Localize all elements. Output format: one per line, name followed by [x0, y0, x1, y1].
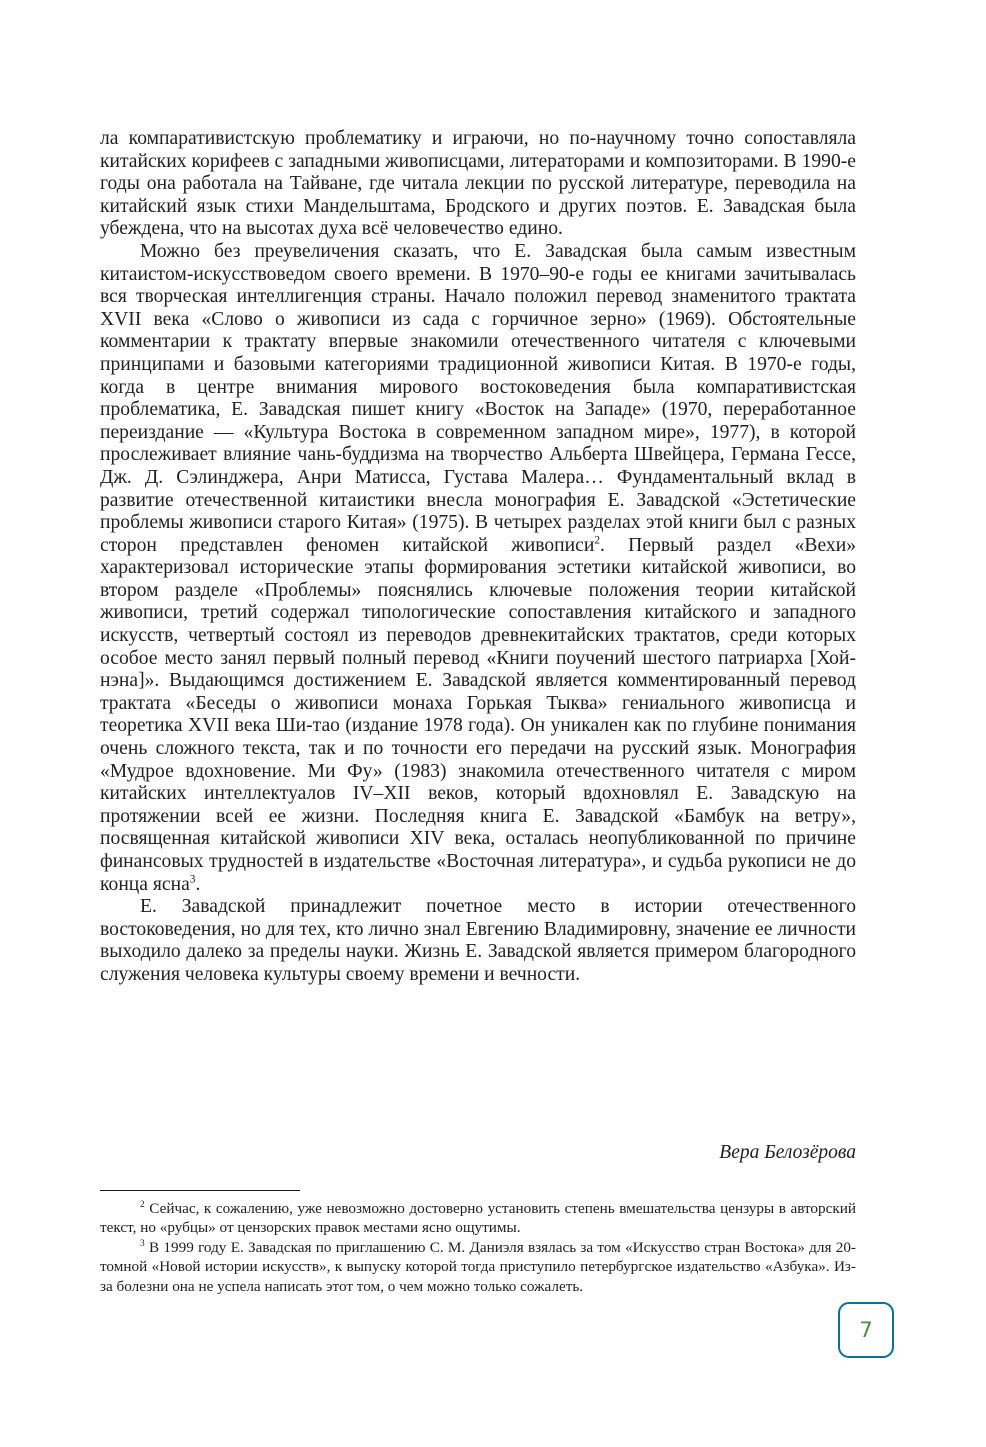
paragraph-2-text-b: . Первый раздел «Вехи» характеризовал исторические этапы формирования эстетики китайской живописи, во втором разделе «Проблемы» пояснялись ключевые положения теории китайской живописи, третий содержал типологические сопоставления китайского и западного искусств, четвертый состоял из переводов древнекитайских трактатов, среди которых особое место занял первый полный перевод «Книги поучений шестого патриарха [Хой-нэна]». Выдающимся достижением Е. Завадской является комментированный перевод трактата «Беседы о живописи монаха Горькая Тыква» гениального живописца и теоретика XVII века Ши-тао (издание 1978 года). Он уникален как по глубине понимания очень сложного текста, так и по точности его передачи на русский язык. Монография «Мудрое вдохновение. Ми Фу» (1983) знакомила отечественного читателя с миром китайских интеллектуалов IV–XII веков, который вдохновлял Е. Завадскую на протяжении всей ее жизни. Последняя книга Е. Завадской «Бамбук на ветру», посвященная китайской живописи XIV века, осталась неопубликованной по причине финансовых трудностей в издательстве «Восточная литература», и судьба рукописи не до конца ясна	[100, 534, 856, 895]
paragraph-3-text: Е. Завадской принадлежит почетное место в истории отечественного востоковедения, но для тех, кто лично знал Евгению Владимировну, значение ее личности выходило далеко за пределы науки. Жизнь Е. Завадской является примером благородного служения человека культуры своему времени и вечности.	[100, 896, 856, 985]
page-number-badge	[838, 1302, 894, 1358]
paragraph-2-text-a: Можно без преувеличения сказать, что Е. Завадская была самым известным китаистом-искусствоведом своего времени. В 1970–90-е годы ее книгами зачитывалась вся творческая интеллигенция страны. Начало положил перевод знаменитого трактата XVII века «Слово о живописи из сада с горчичное зерно» (1969). Обстоятельные комментарии к трактату впервые знакомили отечественного читателя с ключевыми принципами и базовыми категориями традиционной живописи Китая. В 1970-е годы, когда в центре внимания мирового востоковедения была компаративистская проблематика, Е. Завадская пишет книгу «Восток на Западе» (1970, переработанное переиздание — «Культура Востока в современном западном мире», 1977), в которой прослеживает влияние чань-буддизма на творчество Альберта Швейцера, Германа Гессе, Дж. Д. Сэлинджера, Анри Матисса, Густава Малера… Фундаментальный вклад в развитие отечественной китаистики внесла монография Е. Завадской «Эстетические проблемы живописи старого Китая» (1975). В четырех разделах этой книги был с разных сторон представлен феномен китайской живописи	[100, 240, 856, 556]
footnote-3	[100, 1238, 856, 1296]
paragraph-1	[100, 128, 856, 241]
page-number: 7	[859, 1318, 873, 1342]
footnote-2-text: Сейчас, к сожалению, уже невозможно достоверно установить степень вмешательства цензуры в авторский текст, но «рубцы» от цензорских правок местами ясно ощутимы.	[100, 1200, 856, 1237]
footnote-3-text: В 1999 году Е. Завадская по приглашению С. М. Даниэля взялась за том «Искусство стран Востока» для 20-томной «Новой истории искусств», к выпуску которой тогда приступило петербургское издательство «Азбука». Из-за болезни она не успела написать этот том, о чем можно только сожалеть.	[100, 1238, 856, 1295]
paragraph-2	[100, 241, 856, 896]
paragraph-1-text: ла компаративистскую проблематику и играючи, но по-научному точно сопоставляла китайских корифеев с западными живописцами, литераторами и композиторами. В 1990-е годы она работала на Тайване, где читала лекции по русской литературе, переводила на китайский язык стихи Мандельштама, Бродского и других поэтов. Е. Завадская была убеждена, что на высотах духа всё человечество едино.	[100, 128, 856, 240]
footnotes	[100, 1199, 856, 1296]
main-text	[100, 128, 856, 987]
paragraph-2-text-c: .	[195, 873, 201, 895]
footnote-ref-3[interactable]: 3	[189, 873, 196, 886]
footnote-mark-2: 2	[140, 1199, 145, 1210]
footnote-2	[100, 1199, 856, 1238]
paragraph-3	[100, 896, 856, 986]
footnote-divider	[100, 1190, 300, 1191]
footnote-mark-3: 3	[140, 1238, 145, 1249]
footnote-ref-2[interactable]: 2	[594, 534, 600, 547]
author-signature: Вера Белозёрова	[719, 1142, 856, 1163]
